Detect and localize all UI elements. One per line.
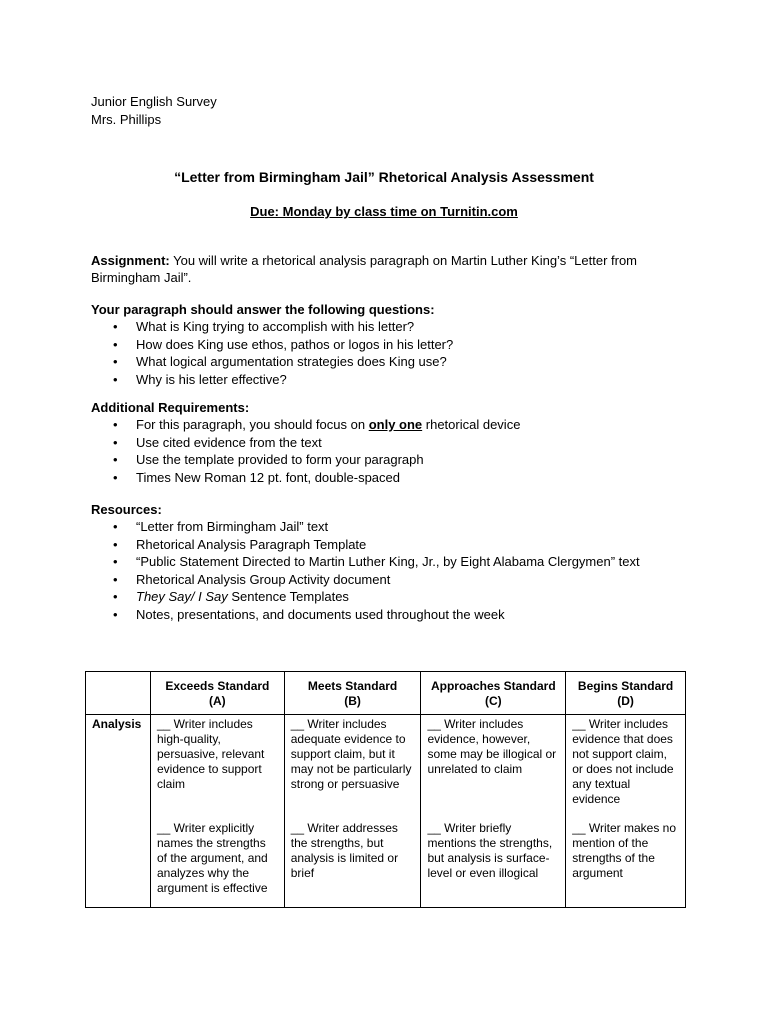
bullet-icon: • <box>113 371 118 387</box>
course-name: Junior English Survey <box>91 94 217 109</box>
bullet-icon: • <box>113 469 118 485</box>
bullet-icon: • <box>113 452 118 467</box>
questions-list <box>91 318 453 388</box>
rubric-cell-meets: __ Writer includes adequate evidence to support claim, but it may not be particularly strong or persuasive __ Writer addresses the strengths, but analysis is limited or brief <box>284 715 421 908</box>
list-item: • Use cited evidence from the text <box>113 434 322 450</box>
list-item: • Why is his letter effective? <box>113 371 287 387</box>
list-item: • They Say/ I Say Sentence Templates <box>113 589 349 604</box>
resources-heading: Resources: <box>91 502 162 517</box>
emphasis-only-one: only one <box>368 417 423 432</box>
list-item: • Times New Roman 12 pt. font, double-spaced <box>113 469 400 485</box>
rubric-corner-cell <box>86 672 151 715</box>
rubric-table <box>85 671 686 908</box>
bullet-icon: • <box>113 519 118 534</box>
bullet-icon: • <box>113 554 118 569</box>
assignment-label: Assignment: <box>91 253 170 268</box>
bullet-icon: • <box>113 319 118 334</box>
list-item: • “Public Statement Directed to Martin Luther King, Jr., by Eight Alabama Clergymen” text <box>113 554 640 569</box>
list-item: • Rhetorical Analysis Paragraph Template <box>113 536 367 552</box>
assignment-text: You will write a rhetorical analysis paragraph on Martin Luther King’s “Letter from Birmingham Jail”. <box>91 253 638 285</box>
list-item: • For this paragraph, you should focus on only one rhetorical device <box>113 417 521 432</box>
bullet-icon: • <box>113 536 118 552</box>
bullet-icon: • <box>113 354 118 369</box>
assignment-paragraph <box>91 252 691 286</box>
list-item: • Notes, presentations, and documents used throughout the week <box>113 606 505 622</box>
due-date: Due: Monday by class time on Turnitin.com <box>250 204 518 219</box>
column-header-begins: Begins Standard (D) <box>566 672 686 715</box>
list-item: • Rhetorical Analysis Group Activity document <box>113 571 391 587</box>
column-header-meets: Meets Standard (B) <box>284 672 421 715</box>
rubric-header-row <box>86 672 686 715</box>
list-item: • What logical argumentation strategies does King use? <box>113 354 447 369</box>
teacher-name: Mrs. Phillips <box>91 112 162 127</box>
bullet-icon: • <box>113 589 118 604</box>
questions-heading: Your paragraph should answer the following questions: <box>91 302 435 317</box>
list-item: • Use the template provided to form your paragraph <box>113 452 424 467</box>
row-header-analysis: Analysis <box>86 715 151 908</box>
bullet-icon: • <box>113 336 118 352</box>
column-header-exceeds: Exceeds Standard (A) <box>150 672 284 715</box>
column-header-approaches: Approaches Standard (C) <box>421 672 566 715</box>
resources-list <box>91 518 640 623</box>
list-item: • How does King use ethos, pathos or logos in his letter? <box>113 336 454 352</box>
table-row <box>86 715 686 908</box>
list-item: • What is King trying to accomplish with his letter? <box>113 319 415 334</box>
rubric-cell-approaches: __ Writer includes evidence, however, some may be illogical or unrelated to claim __ Writer briefly mentions the strengths, but analysis is surface-level or even illogical <box>421 715 566 908</box>
bullet-icon: • <box>113 417 118 432</box>
bullet-icon: • <box>113 606 118 622</box>
rubric-cell-begins: __ Writer includes evidence that does not support claim, or does not include any textual evidence __ Writer makes no mention of the strengths of the argument <box>566 715 686 908</box>
document-title: “Letter from Birmingham Jail” Rhetorical Analysis Assessment <box>174 169 594 185</box>
requirements-heading: Additional Requirements: <box>91 400 250 415</box>
requirements-list <box>91 416 520 486</box>
rubric-cell-exceeds: __ Writer includes high-quality, persuasive, relevant evidence to support claim __ Writer explicitly names the strengths of the argument, and analyzes why the argument is effective <box>150 715 284 908</box>
list-item: • “Letter from Birmingham Jail” text <box>113 519 329 534</box>
bullet-icon: • <box>113 434 118 450</box>
bullet-icon: • <box>113 571 118 587</box>
